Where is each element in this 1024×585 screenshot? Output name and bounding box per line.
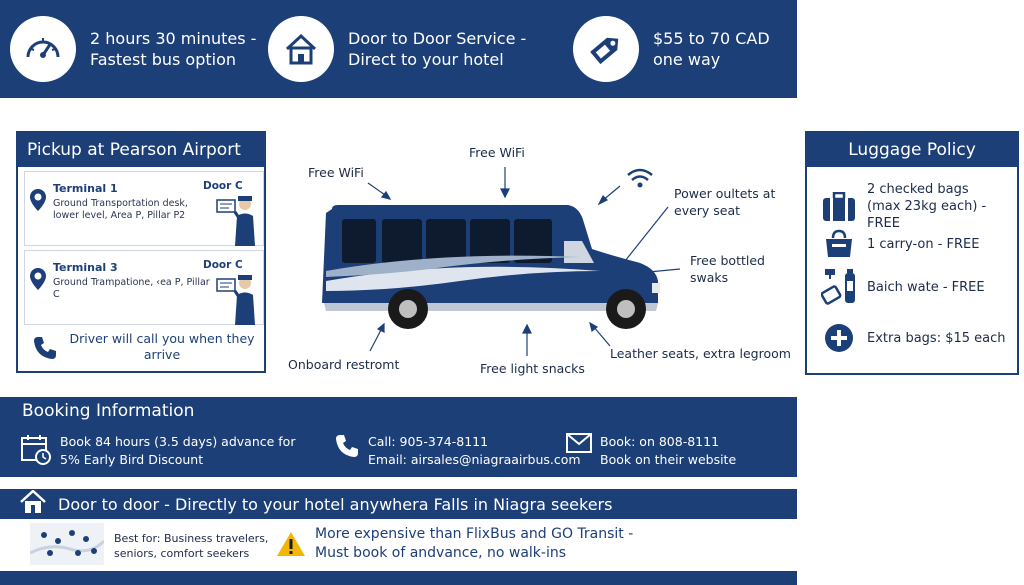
label-water: Free bottled swaks bbox=[690, 253, 765, 285]
pickup-title: Pickup at Pearson Airport bbox=[18, 133, 264, 167]
booking-online bbox=[566, 433, 736, 469]
feature-line2: one way bbox=[653, 50, 721, 69]
luggage-line1: Extra bags: $15 each bbox=[867, 330, 1006, 346]
best-for-line2: seniors, comfort seekers bbox=[114, 547, 250, 560]
terminal-door: Door C bbox=[203, 180, 243, 192]
label-wifi-left: Free WiFi bbox=[308, 165, 364, 180]
warning-line1: More expensive than FlixBus and GO Transit - bbox=[315, 526, 634, 542]
luggage-line1: Baich wate - FREE bbox=[867, 279, 985, 295]
bus-amenities bbox=[280, 131, 795, 386]
terminal-card bbox=[24, 171, 264, 246]
terminal-address: Ground Transportation desk, lower level, Area P, Pillar P2 bbox=[53, 198, 188, 221]
best-for-line1: Best for: Business travelers, bbox=[114, 532, 269, 545]
call-email[interactable]: Email: airsales@niagraairbus.com bbox=[368, 452, 581, 467]
terminal-card bbox=[24, 250, 264, 325]
label-power: Power oultets at every seat bbox=[674, 186, 776, 218]
door-bar-text: Door to door - Directly to your hotel anywhera Falls in Niagra seekers bbox=[58, 494, 613, 514]
plus-circle-icon bbox=[821, 323, 857, 353]
suitcase-icon bbox=[821, 192, 857, 222]
booking-advance bbox=[20, 433, 295, 470]
door-to-door-bar bbox=[0, 489, 797, 519]
feature-door-to-door bbox=[268, 6, 526, 92]
feature-line1: Door to Door Service - bbox=[348, 29, 527, 48]
feature-price bbox=[573, 6, 770, 92]
advance-line1: Book 84 hours (3.5 days) advance for bbox=[60, 434, 296, 449]
label-snacks: Free light snacks bbox=[480, 361, 585, 376]
terminal-door: Door C bbox=[203, 259, 243, 271]
label-wifi-top: Free WiFi bbox=[469, 145, 525, 160]
booking-call bbox=[334, 433, 581, 469]
terminal-name: Terminal 1 bbox=[53, 182, 118, 195]
booking-title: Booking Information bbox=[22, 401, 195, 421]
bottom-strip bbox=[0, 571, 797, 585]
book-website[interactable]: Book on their website bbox=[600, 452, 737, 467]
price-tag-icon bbox=[573, 16, 639, 82]
label-leather: Leather seats, extra legroom bbox=[610, 346, 791, 361]
bottom-summary bbox=[0, 521, 797, 569]
luggage-item bbox=[821, 181, 1017, 232]
calendar-clock-icon bbox=[20, 433, 52, 470]
map-pin-icon bbox=[29, 188, 47, 216]
luggage-panel bbox=[805, 131, 1019, 375]
phone-icon bbox=[32, 335, 58, 365]
advance-line2: 5% Early Bird Discount bbox=[60, 452, 204, 467]
map-pin-icon bbox=[29, 267, 47, 295]
feature-line2: Direct to your hotel bbox=[348, 50, 504, 69]
book-line1: Book: on 808-8111 bbox=[600, 434, 720, 449]
luggage-title: Luggage Policy bbox=[807, 133, 1017, 167]
feature-line2: Fastest bus option bbox=[90, 50, 236, 69]
warning-text bbox=[315, 525, 633, 563]
water-bottle-icon bbox=[821, 267, 857, 307]
driver-call-text: Driver will call you when they arrive bbox=[69, 331, 255, 362]
warning-line2: Must book of andvance, no walk-ins bbox=[315, 545, 567, 561]
top-feature-bar bbox=[0, 0, 797, 98]
feature-travel-time bbox=[10, 6, 256, 92]
speedometer-icon bbox=[10, 16, 76, 82]
feature-line1: $55 to 70 CAD bbox=[653, 29, 770, 48]
driver-sign-icon bbox=[215, 273, 261, 329]
house-icon bbox=[20, 490, 46, 518]
driver-sign-icon bbox=[215, 194, 261, 250]
envelope-icon bbox=[566, 433, 592, 458]
luggage-item bbox=[821, 267, 985, 307]
house-icon bbox=[268, 16, 334, 82]
feature-line1: 2 hours 30 minutes - bbox=[90, 29, 257, 48]
luggage-item bbox=[821, 229, 979, 259]
luggage-item bbox=[821, 323, 1006, 353]
phone-icon bbox=[334, 433, 360, 464]
terminal-address: Ground Trampatione, ‹ea P, Pillar C bbox=[53, 277, 210, 300]
warning-icon bbox=[276, 531, 306, 561]
luggage-line1: 1 carry-on - FREE bbox=[867, 236, 980, 252]
luggage-line1: 2 checked bags bbox=[867, 182, 969, 197]
call-line1: Call: 905-374-8111 bbox=[368, 434, 489, 449]
luggage-line2: (max 23kg each) - FREE bbox=[867, 199, 987, 231]
driver-call-note bbox=[24, 329, 264, 369]
terminal-name: Terminal 3 bbox=[53, 261, 118, 274]
best-for-text bbox=[114, 531, 268, 561]
map-pins-icon bbox=[30, 523, 104, 565]
pickup-panel bbox=[16, 131, 266, 373]
carry-on-bag-icon bbox=[821, 229, 857, 259]
wifi-icon bbox=[628, 170, 652, 180]
label-restroom: Onboard restromt bbox=[288, 357, 400, 372]
booking-info-bar bbox=[0, 397, 797, 477]
